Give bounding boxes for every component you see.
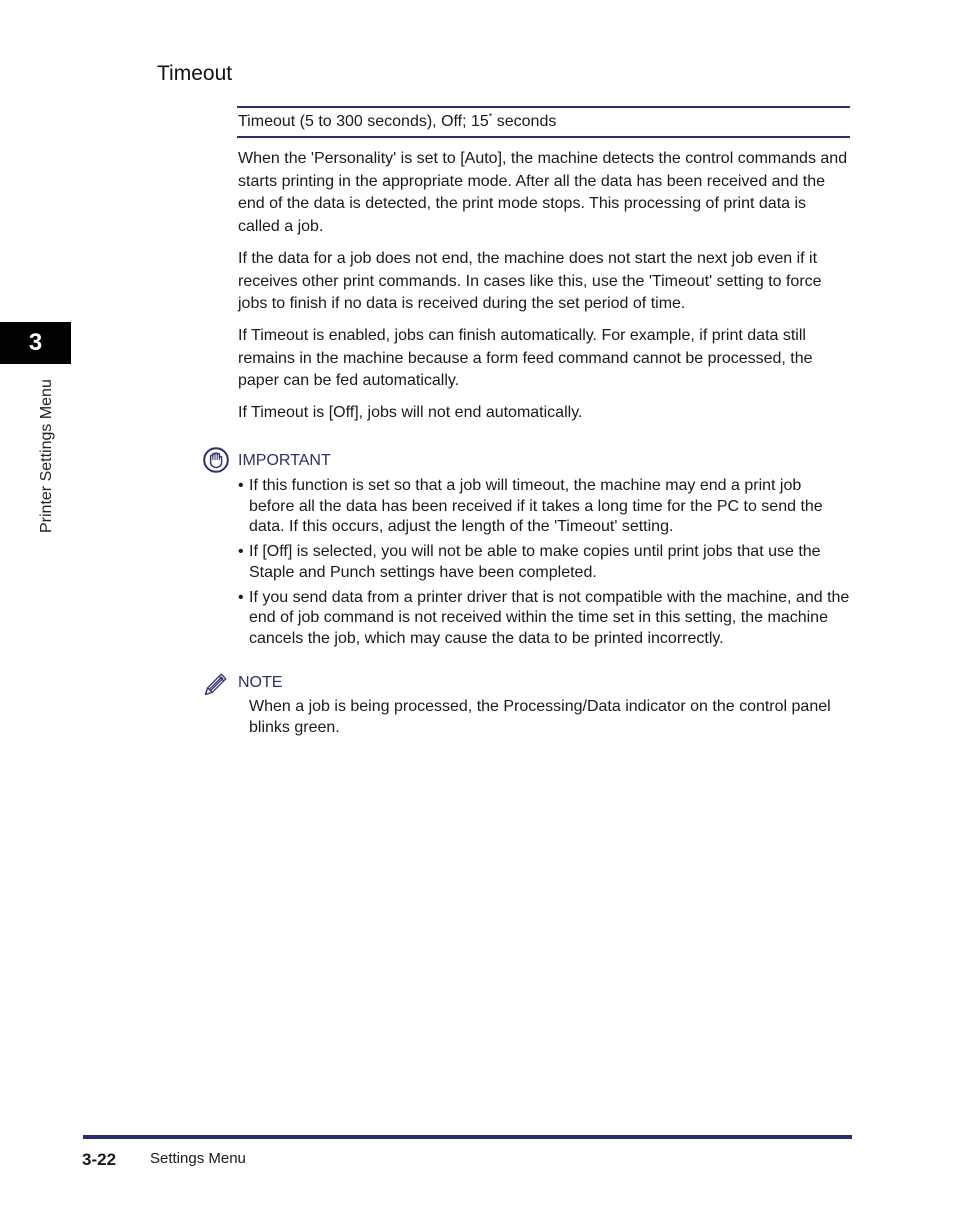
list-item-text: If you send data from a printer driver that is not compatible with the machine, and the end of job command is not received within the time set in this setting, the machine cancels the job, which may cause the data to be printed incorrectly. (249, 588, 850, 647)
setting-range-box (237, 106, 850, 138)
bullet-dot: • (238, 543, 244, 561)
chapter-label: Printer Settings Menu (38, 379, 55, 533)
setting-range-unit: seconds (492, 113, 557, 130)
paragraph: If the data for a job does not end, the machine does not start the next job even if it receives other print commands. In cases like this, use the 'Timeout' setting to force jobs to finish if no data is received during the set period of time. (238, 249, 822, 313)
pencil-icon (203, 671, 229, 697)
body-text (238, 148, 850, 434)
setting-range-text (238, 113, 556, 131)
list-item-text: If this function is set so that a job will timeout, the machine may end a print job before all the data has been received if it takes a long time for the PC to send the data. If this occurs, adjust the length of the 'Timeout' setting. (249, 477, 823, 536)
chapter-tab: 3 (0, 322, 71, 364)
section-title: Timeout (157, 62, 233, 85)
paragraph: When the 'Personality' is set to [Auto], the machine detects the control commands and starts printing in the appropriate mode. After all the data has been received and the end of the data is detected, the print mode stops. This processing of print data is called a job. (238, 150, 848, 236)
note-text: When a job is being processed, the Processing/Data indicator on the control panel blinks green. (249, 698, 831, 736)
footer-title: Settings Menu (150, 1150, 246, 1167)
important-title: IMPORTANT (238, 452, 331, 469)
bullet-dot: • (238, 477, 244, 494)
footer-rule (83, 1135, 852, 1139)
note-title: NOTE (238, 674, 283, 691)
paragraph: If Timeout is [Off], jobs will not end automatically. (238, 404, 583, 422)
list-item (238, 588, 850, 650)
important-list (238, 476, 850, 654)
list-item (238, 476, 850, 538)
paragraph: If Timeout is enabled, jobs can finish automatically. For example, if print data still remains in the machine because a form feed command cannot be processed, the paper can be fed automatically. (238, 326, 813, 390)
page-number: 3-22 (82, 1150, 117, 1169)
list-item (238, 542, 850, 583)
bullet-dot: • (238, 588, 244, 606)
setting-range-main: Timeout (5 to 300 seconds), Off; 15 (238, 113, 489, 130)
default-marker: * (488, 111, 493, 122)
hand-stop-icon (203, 447, 229, 473)
list-item-text: If [Off] is selected, you will not be able to make copies until print jobs that use the Staple and Punch settings have been completed. (249, 543, 821, 581)
